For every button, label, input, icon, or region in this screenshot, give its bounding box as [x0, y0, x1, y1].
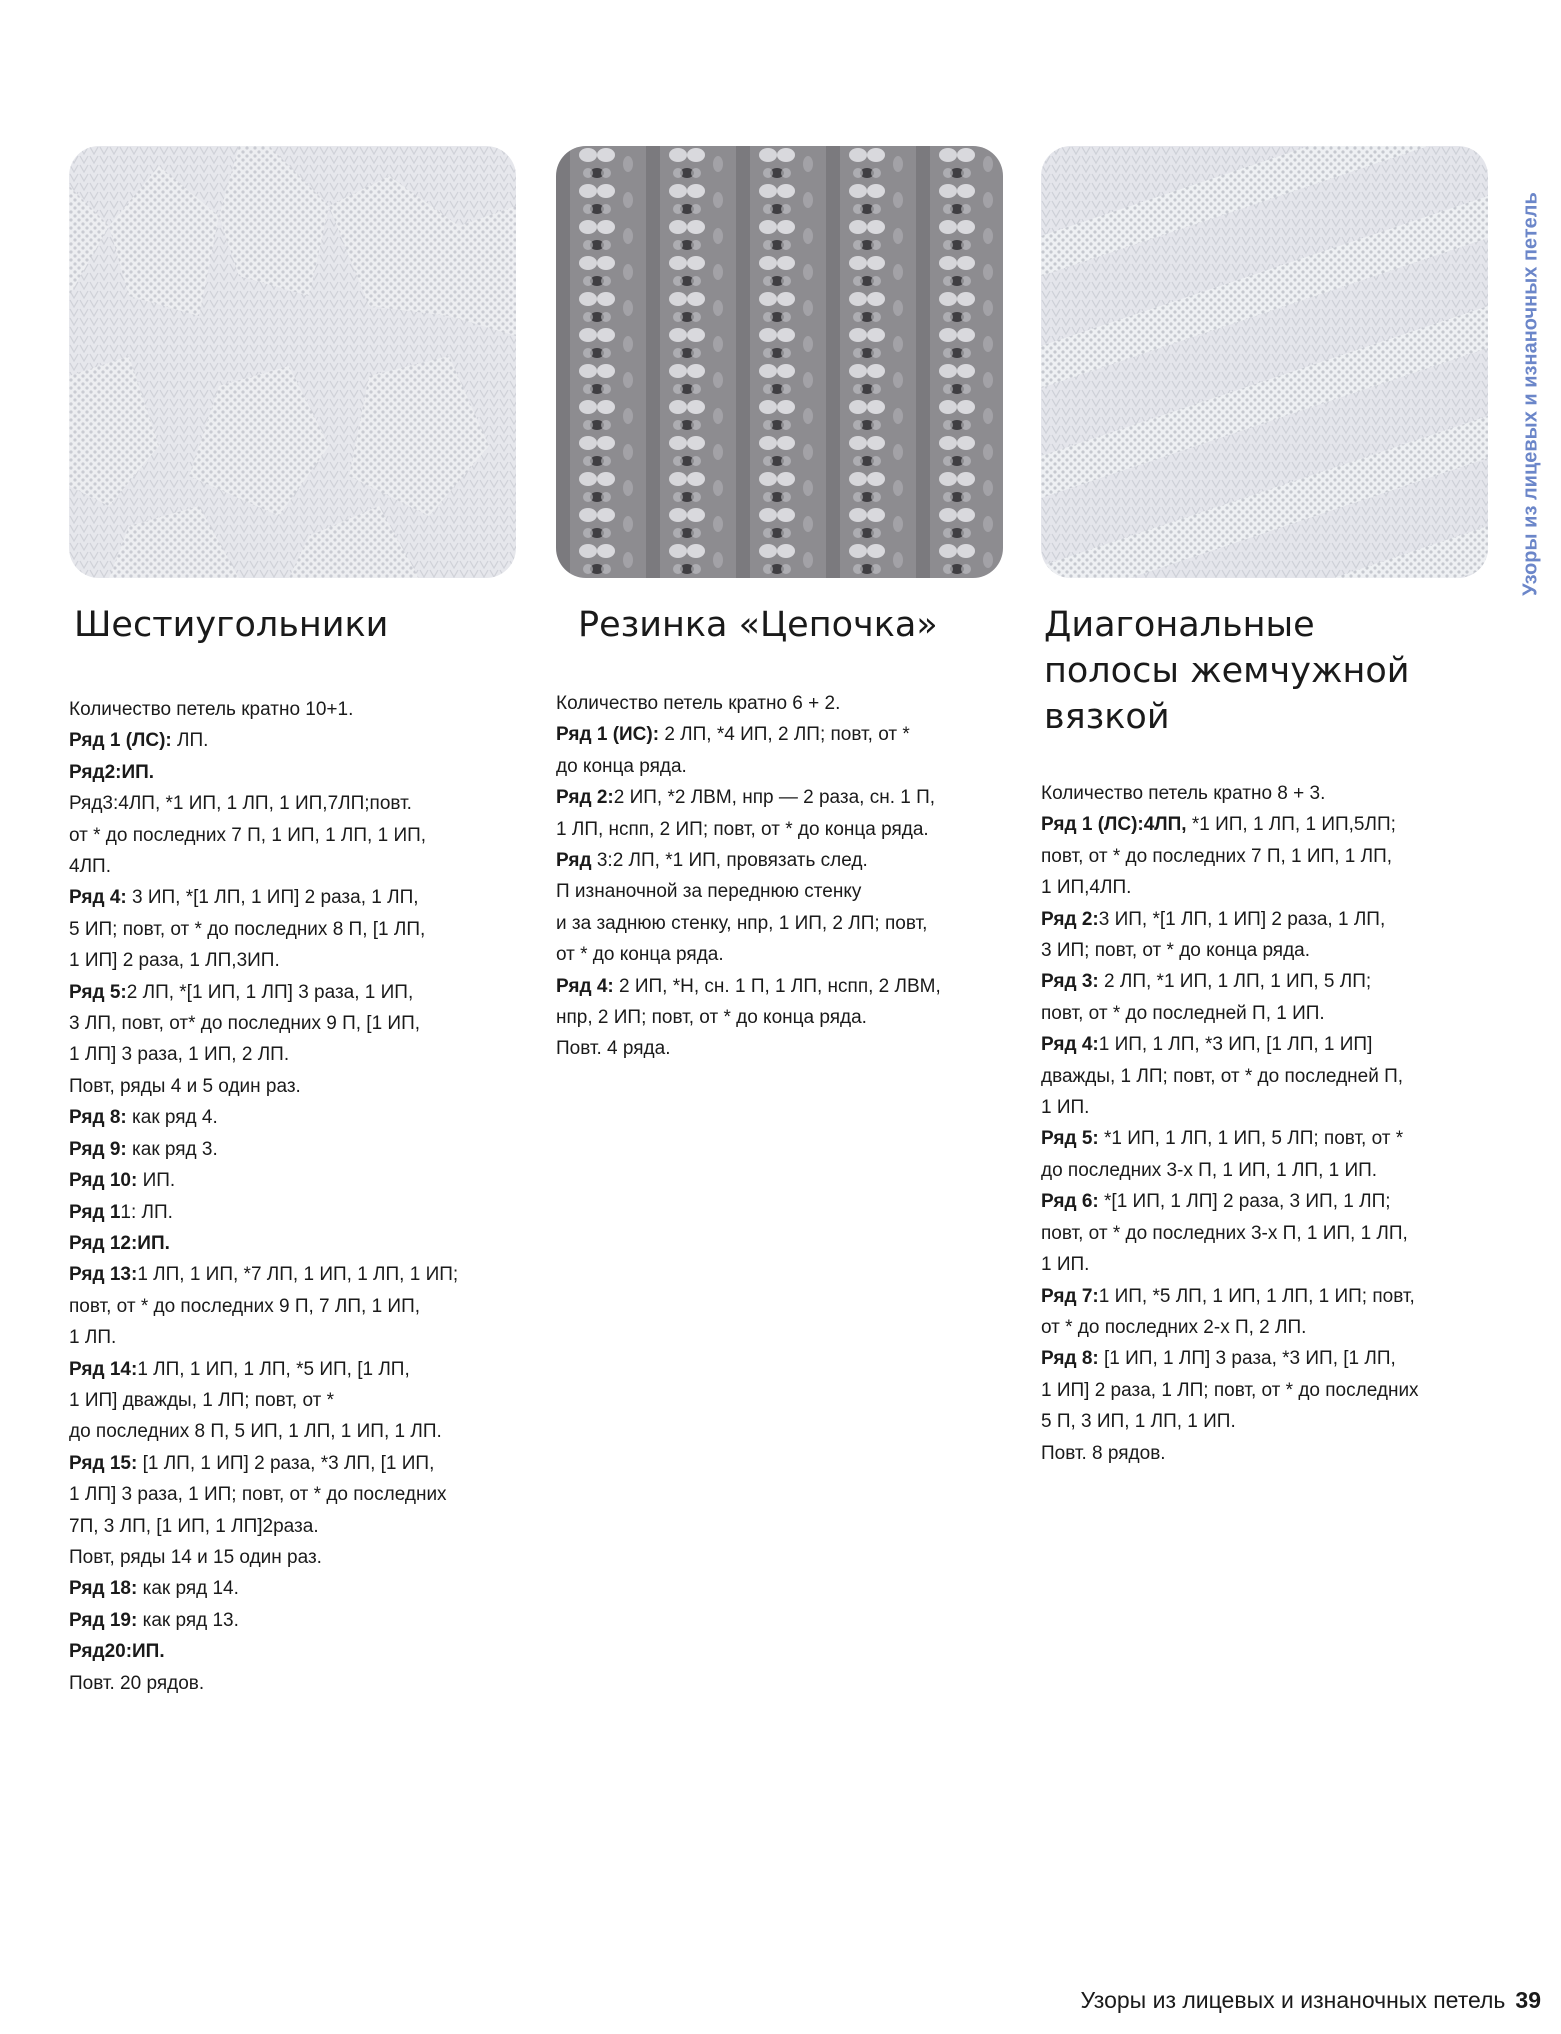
diagonal-stripes-swatch-photo	[1041, 146, 1488, 578]
row-text: повт, от * до последних 9 П, 7 ЛП, 1 ИП,	[69, 1295, 421, 1317]
instruction-line	[1041, 1406, 1491, 1437]
row-text: 3 ИП, *[1 ЛП, 1 ИП] 2 раза, 1 ЛП,	[1098, 908, 1386, 930]
row-text: 1 ЛП.	[69, 1327, 117, 1349]
row-text: от * до последних 2-х П, 2 ЛП.	[1041, 1316, 1307, 1338]
row-label: Ряд 9:	[69, 1138, 127, 1160]
row-text: *1 ИП, 1 ЛП, 1 ИП,5ЛП;	[1186, 814, 1396, 836]
instruction-line	[69, 820, 519, 851]
pattern-instructions	[556, 688, 1006, 1065]
row-text: 2 ЛП, *4 ИП, 2 ЛП; повт, от *	[659, 724, 910, 746]
row-label: Ряд 4:	[69, 887, 127, 909]
row-text: повт, от * до последней П, 1 ИП.	[1041, 1002, 1325, 1024]
row-text: как ряд 3.	[126, 1138, 218, 1160]
row-label: Ряд 19:	[69, 1609, 138, 1631]
pattern-column-hexagons	[69, 602, 519, 1699]
pattern-instructions	[1041, 778, 1491, 1469]
instruction-line	[69, 851, 519, 882]
row-text: ЛП.	[171, 730, 209, 752]
row-text: 1 ИП, 1 ЛП, *3 ИП, [1 ЛП, 1 ИП]	[1098, 1034, 1373, 1056]
row-text: 1 ИП,4ЛП.	[1041, 877, 1132, 899]
instruction-line	[1041, 1375, 1491, 1406]
instruction-line	[556, 751, 1006, 782]
row-label: Ряд 4:	[1041, 1034, 1099, 1056]
pattern-column-diagonal-stripes	[1041, 602, 1491, 1469]
instruction-line	[556, 719, 1006, 750]
instruction-line	[69, 1385, 519, 1416]
row-text: Повт, ряды 4 и 5 один раз.	[69, 1075, 301, 1097]
instruction-line	[69, 1354, 519, 1385]
row-text: 1 ЛП, 1 ИП, 1 ЛП, *5 ИП, [1 ЛП,	[137, 1358, 410, 1380]
row-text: 1: ЛП.	[120, 1201, 173, 1223]
row-text: Повт. 20 рядов.	[69, 1672, 205, 1694]
row-text: 7П, 3 ЛП, [1 ИП, 1 ЛП]2раза.	[69, 1515, 319, 1537]
instruction-line	[556, 845, 1006, 876]
instruction-line	[556, 1033, 1006, 1064]
instruction-line	[69, 1291, 519, 1322]
instruction-line	[1041, 1343, 1491, 1374]
row-label: Ряд	[556, 850, 597, 872]
section-side-label	[1515, 154, 1547, 634]
row-label: Ряд 8:	[1041, 1348, 1099, 1370]
instruction-line	[1041, 1092, 1491, 1123]
instruction-line	[1041, 778, 1491, 809]
row-text: [1 ЛП, 1 ИП] 2 раза, *3 ЛП, [1 ИП,	[137, 1452, 435, 1474]
row-text: и за заднюю стенку, нпр, 1 ИП, 2 ЛП; повт,	[556, 912, 928, 934]
instruction-line	[1041, 809, 1491, 840]
row-label: Ряд 10:	[69, 1170, 138, 1192]
row-text: 1 ИП, *5 ЛП, 1 ИП, 1 ЛП, 1 ИП; повт,	[1098, 1285, 1415, 1307]
row-text: 1 ИП.	[1041, 1254, 1090, 1276]
row-text: 1 ИП.	[1041, 1097, 1090, 1119]
row-text: до конца ряда.	[556, 755, 687, 777]
row-text: 4ЛП.	[69, 856, 111, 878]
row-label: Ряд 1 (ЛС):4ЛП,	[1041, 814, 1187, 836]
pattern-title: Резинка «Цепочка»	[578, 605, 938, 645]
instruction-line	[1041, 1029, 1491, 1060]
row-label: Ряд 12:ИП.	[69, 1232, 170, 1254]
row-label: Ряд 13:	[69, 1264, 138, 1286]
pattern-instructions	[69, 694, 519, 1699]
instruction-line	[69, 1479, 519, 1510]
row-label: Ряд 5:	[69, 981, 127, 1003]
instruction-line	[1041, 1155, 1491, 1186]
row-text: 1 ИП] 2 раза, 1 ЛП; повт, от * до последних	[1041, 1379, 1419, 1401]
row-text: до последних 8 П, 5 ИП, 1 ЛП, 1 ИП, 1 ЛП.	[69, 1421, 442, 1443]
instruction-line	[69, 1605, 519, 1636]
row-text: как ряд 13.	[137, 1609, 239, 1631]
instruction-line	[69, 1636, 519, 1667]
instruction-line	[1041, 935, 1491, 966]
row-label: Ряд20:ИП.	[69, 1641, 165, 1663]
row-text: 3:2 ЛП, *1 ИП, провязать след.	[596, 850, 868, 872]
row-label: Ряд 7:	[1041, 1285, 1099, 1307]
instruction-line	[69, 1573, 519, 1604]
row-text: ИП.	[137, 1170, 176, 1192]
instruction-line	[1041, 1312, 1491, 1343]
row-text: от * до конца ряда.	[556, 944, 724, 966]
row-text: 5 П, 3 ИП, 1 ЛП, 1 ИП.	[1041, 1411, 1236, 1433]
instruction-line	[69, 1134, 519, 1165]
instruction-line	[69, 1228, 519, 1259]
row-label: Ряд 2:	[556, 787, 614, 809]
instruction-line	[556, 971, 1006, 1002]
instruction-line	[69, 725, 519, 756]
row-text: как ряд 4.	[126, 1107, 218, 1129]
instruction-line	[1041, 1218, 1491, 1249]
row-text: нпр, 2 ИП; повт, от * до конца ряда.	[556, 1007, 867, 1029]
instruction-line	[1041, 998, 1491, 1029]
row-text: 5 ИП; повт, от * до последних 8 П, [1 ЛП,	[69, 918, 426, 940]
instruction-line	[1041, 841, 1491, 872]
row-text: Количество петель кратно 8 + 3.	[1041, 783, 1326, 804]
instruction-line	[69, 1259, 519, 1290]
instruction-line	[69, 788, 519, 819]
row-text: 1 ЛП, 1 ИП, *7 ЛП, 1 ИП, 1 ЛП, 1 ИП;	[137, 1264, 459, 1286]
row-text: 1 ИП] дважды, 1 ЛП; повт, от *	[69, 1389, 334, 1411]
instruction-line	[556, 876, 1006, 907]
instruction-line	[1041, 1186, 1491, 1217]
row-text: Повт, ряды 14 и 15 один раз.	[69, 1546, 322, 1568]
row-label: Ряд 15:	[69, 1452, 138, 1474]
instruction-line	[1041, 966, 1491, 997]
pattern-column-chain-rib	[556, 602, 1006, 1065]
row-label: Ряд 18:	[69, 1578, 138, 1600]
row-label: Ряд 5:	[1041, 1128, 1099, 1150]
row-text: Количество петель кратно 6 + 2.	[556, 693, 841, 714]
row-text: дважды, 1 ЛП; повт, от * до последней П,	[1041, 1065, 1404, 1087]
hexagon-swatch-photo	[69, 146, 516, 578]
row-text: как ряд 14.	[137, 1578, 239, 1600]
side-label-text: Узоры из лицевых и изнаночных петель	[1519, 192, 1542, 596]
row-text: повт, от * до последних 7 П, 1 ИП, 1 ЛП,	[1041, 845, 1393, 867]
row-text: 1 ЛП] 3 раза, 1 ИП, 2 ЛП.	[69, 1044, 290, 1066]
instruction-line	[69, 757, 519, 788]
instruction-line	[69, 1668, 519, 1699]
row-text: 3 ЛП, повт, от* до последних 9 П, [1 ИП,	[69, 1013, 421, 1035]
row-text: 2 ИП, *Н, сн. 1 П, 1 ЛП, нспп, 2 ЛВМ,	[613, 975, 941, 997]
instruction-line	[69, 1511, 519, 1542]
row-label: Ряд 4:	[556, 975, 614, 997]
instruction-line	[69, 1071, 519, 1102]
instruction-line	[1041, 1438, 1491, 1469]
instruction-line	[69, 694, 519, 725]
row-text: от * до последних 7 П, 1 ИП, 1 ЛП, 1 ИП,	[69, 824, 427, 846]
row-text: 2 ИП, *2 ЛВМ, нпр — 2 раза, сн. 1 П,	[613, 787, 936, 809]
row-label: Ряд2:ИП.	[69, 761, 155, 783]
instruction-line	[1041, 872, 1491, 903]
page-footer	[1080, 1987, 1541, 2014]
instruction-line	[1041, 1281, 1491, 1312]
row-label: Ряд 8:	[69, 1107, 127, 1129]
instruction-line	[69, 1322, 519, 1353]
row-label: Ряд 3:	[1041, 971, 1099, 993]
chain-rib-swatch-photo	[556, 146, 1003, 578]
row-text: [1 ИП, 1 ЛП] 3 раза, *3 ИП, [1 ЛП,	[1098, 1348, 1396, 1370]
instruction-line	[556, 939, 1006, 970]
row-text: до последних 3-х П, 1 ИП, 1 ЛП, 1 ИП.	[1041, 1159, 1378, 1181]
row-label: Ряд 2:	[1041, 908, 1099, 930]
instruction-line	[69, 1165, 519, 1196]
row-text: 3 ИП; повт, от * до конца ряда.	[1041, 940, 1311, 962]
row-text: Повт. 8 рядов.	[1041, 1442, 1166, 1464]
instruction-line	[69, 1542, 519, 1573]
row-label: Ряд 1 (ЛС):	[69, 730, 172, 752]
row-text: повт, от * до последних 3-х П, 1 ИП, 1 ЛП,	[1041, 1222, 1408, 1244]
row-text: 2 ЛП, *1 ИП, 1 ЛП, 1 ИП, 5 ЛП;	[1098, 971, 1372, 993]
row-text: 1 ЛП, нспп, 2 ИП; повт, от * до конца ряда.	[556, 818, 929, 840]
instruction-line	[1041, 1061, 1491, 1092]
row-label: Ряд 6:	[1041, 1191, 1099, 1213]
instruction-line	[69, 882, 519, 913]
row-label: Ряд 14:	[69, 1358, 138, 1380]
instruction-line	[69, 945, 519, 976]
instruction-line	[556, 1002, 1006, 1033]
row-text: Ряд3:4ЛП, *1 ИП, 1 ЛП, 1 ИП,7ЛП;повт.	[69, 793, 412, 815]
instruction-line	[1041, 1249, 1491, 1280]
row-text: 1 ЛП] 3 раза, 1 ИП; повт, от * до последних	[69, 1484, 447, 1506]
instruction-line	[69, 1102, 519, 1133]
instruction-line	[69, 1416, 519, 1447]
page-number: 39	[1515, 1987, 1541, 2013]
row-text: Количество петель кратно 10+1.	[69, 699, 354, 720]
row-text: *1 ИП, 1 ЛП, 1 ИП, 5 ЛП; повт, от *	[1098, 1128, 1404, 1150]
pattern-title: Диагональные полосы жемчужной вязкой	[1044, 605, 1410, 737]
row-text: П изнаночной за переднюю стенку	[556, 881, 862, 903]
instruction-line	[69, 1039, 519, 1070]
row-text: Повт. 4 ряда.	[556, 1038, 671, 1060]
footer-section-title: Узоры из лицевых и изнаночных петель	[1080, 1987, 1506, 2013]
instruction-line	[69, 977, 519, 1008]
row-label: Ряд 1 (ИС):	[556, 724, 660, 746]
instruction-line	[69, 1448, 519, 1479]
instruction-line	[69, 1008, 519, 1039]
instruction-line	[556, 814, 1006, 845]
instruction-line	[1041, 1123, 1491, 1154]
row-text: *[1 ИП, 1 ЛП] 2 раза, 3 ИП, 1 ЛП;	[1098, 1191, 1391, 1213]
row-text: 3 ИП, *[1 ЛП, 1 ИП] 2 раза, 1 ЛП,	[126, 887, 419, 909]
row-label: Ряд 1	[69, 1201, 121, 1223]
instruction-line	[556, 782, 1006, 813]
row-text: 1 ИП] 2 раза, 1 ЛП,3ИП.	[69, 950, 280, 972]
row-text: 2 ЛП, *[1 ИП, 1 ЛП] 3 раза, 1 ИП,	[126, 981, 414, 1003]
instruction-line	[69, 1197, 519, 1228]
instruction-line	[69, 914, 519, 945]
instruction-line	[556, 908, 1006, 939]
instruction-line	[1041, 904, 1491, 935]
instruction-line	[556, 688, 1006, 719]
pattern-title: Шестиугольники	[74, 605, 389, 645]
